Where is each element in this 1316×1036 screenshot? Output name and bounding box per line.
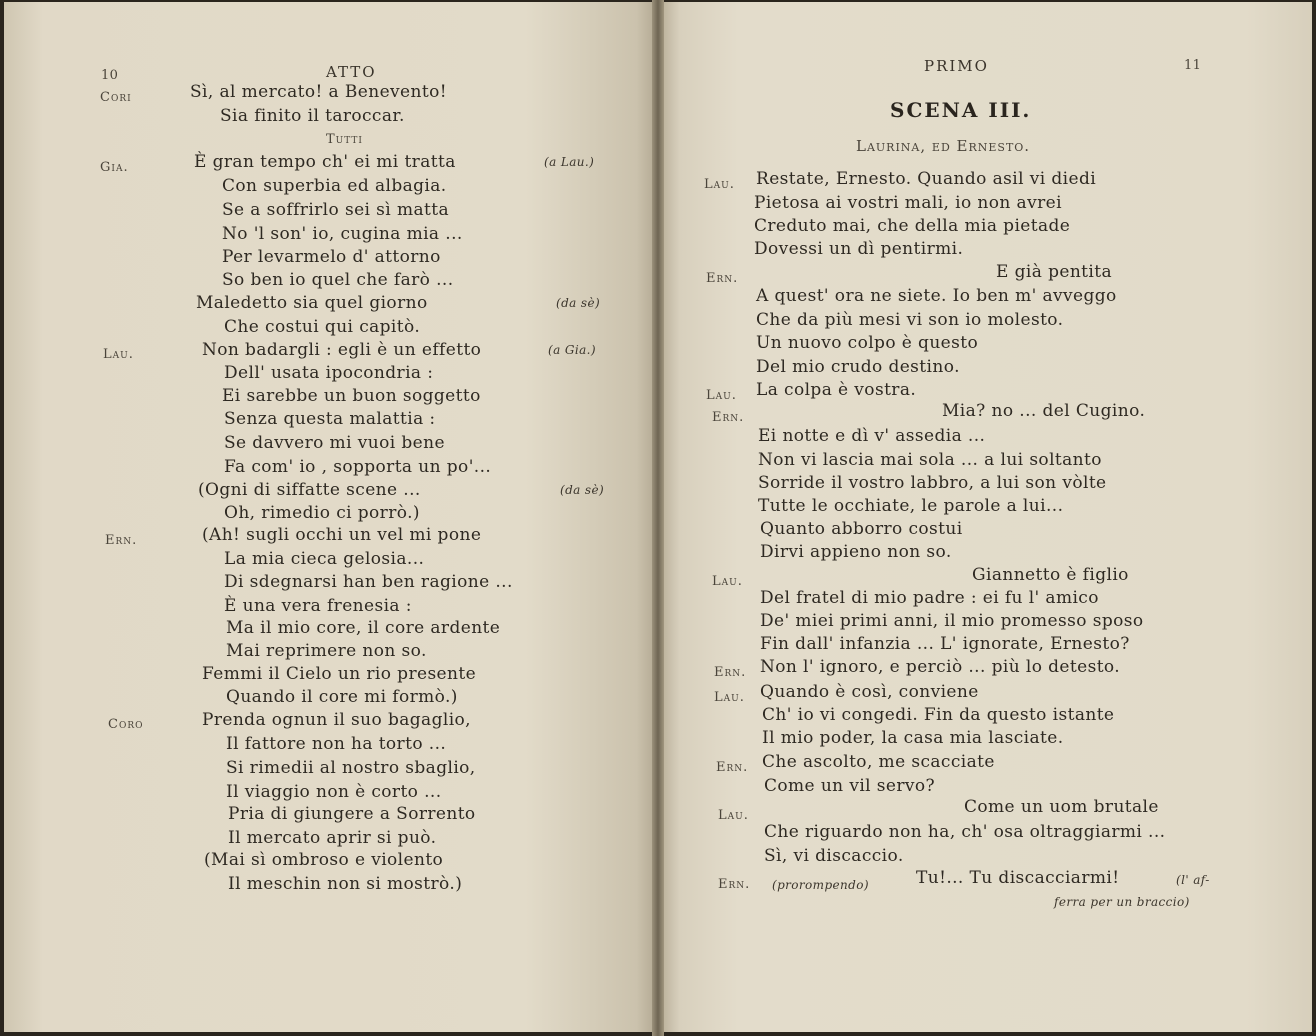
verse-line: Giannetto è figlio xyxy=(972,565,1129,585)
verse-line: Di sdegnarsi han ben ragione ... xyxy=(224,572,513,592)
speaker-label: Lau. xyxy=(704,177,735,192)
verse-line: Sì, al mercato! a Benevento! xyxy=(190,82,447,102)
verse-line: Sorride il vostro labbro, a lui son vòlte xyxy=(758,473,1107,493)
verse-line: Femmi il Cielo un rio presente xyxy=(202,664,477,684)
verse-line: A quest' ora ne siete. Io ben m' avveggo xyxy=(756,286,1117,306)
verse-line: Se davvero mi vuoi bene xyxy=(224,433,445,453)
book-gutter xyxy=(652,0,664,1036)
verse-line: Del fratel di mio padre : ei fu l' amico xyxy=(760,588,1099,608)
stage-direction: (a Gia.) xyxy=(548,343,596,357)
verse-line: Pria di giungere a Sorrento xyxy=(228,804,476,824)
speaker-label: Lau. xyxy=(103,347,134,362)
speaker-label: Ern. xyxy=(105,533,138,548)
speaker-label: Ern. xyxy=(718,877,751,892)
verse-line: Mai reprimere non so. xyxy=(226,641,427,661)
verse-line: Dovessi un dì pentirmi. xyxy=(754,239,964,259)
page-number: 10 xyxy=(101,68,119,83)
verse-line: Per levarmelo d' attorno xyxy=(222,247,441,267)
verse-line: Che riguardo non ha, ch' osa oltraggiarmi ... xyxy=(764,822,1166,842)
verse-line: È una vera frenesia : xyxy=(224,596,412,616)
stage-direction: (l' af- xyxy=(1176,873,1210,887)
verse-line: Sia finito il taroccar. xyxy=(220,106,405,126)
running-head: PRIMO xyxy=(924,57,989,75)
verse-line: Che da più mesi vi son io molesto. xyxy=(756,310,1064,330)
verse-line: Il mercato aprir si può. xyxy=(228,828,437,848)
speaker-label: Ern. xyxy=(706,271,739,286)
verse-line: Il viaggio non è corto ... xyxy=(226,782,442,802)
verse-line: Tutte le occhiate, le parole a lui... xyxy=(758,496,1064,516)
verse-line: Del mio crudo destino. xyxy=(756,357,960,377)
verse-line: Dell' usata ipocondria : xyxy=(224,363,434,383)
verse-line: Si rimedii al nostro sbaglio, xyxy=(226,758,476,778)
verse-line: Creduto mai, che della mia pietade xyxy=(754,216,1071,236)
verse-line: (Mai sì ombroso e violento xyxy=(204,850,444,870)
verse-line: Senza questa malattia : xyxy=(224,409,436,429)
verse-line: Mia? no ... del Cugino. xyxy=(942,401,1146,421)
verse-line: Un nuovo colpo è questo xyxy=(756,333,979,353)
verse-line: So ben io quel che farò ... xyxy=(222,270,454,290)
verse-line: Ei notte e dì v' assedia ... xyxy=(758,426,986,446)
verse-line: Il fattore non ha torto ... xyxy=(226,734,447,754)
verse-line: Tu!... Tu discacciarmi! xyxy=(916,868,1120,888)
verse-line: Ei sarebbe un buon soggetto xyxy=(222,386,481,406)
verse-line: Come un uom brutale xyxy=(964,797,1159,817)
speaker-label: Lau. xyxy=(712,574,743,589)
verse-line: Che costui qui capitò. xyxy=(224,317,421,337)
verse-line: È gran tempo ch' ei mi tratta xyxy=(194,152,456,172)
verse-line: Dirvi appieno non so. xyxy=(760,542,952,562)
verse-line: La colpa è vostra. xyxy=(756,380,917,400)
verse-line: Restate, Ernesto. Quando asil vi diedi xyxy=(756,169,1097,189)
verse-line: Il mio poder, la casa mia lasciate. xyxy=(762,728,1064,748)
verse-line: Non vi lascia mai sola ... a lui soltanto xyxy=(758,450,1102,470)
verse-line: E già pentita xyxy=(996,262,1112,282)
speaker-label: Lau. xyxy=(706,388,737,403)
verse-line: Oh, rimedio ci porrò.) xyxy=(224,503,420,523)
left-page xyxy=(4,2,656,1032)
verse-line: De' miei primi anni, il mio promesso sposo xyxy=(760,611,1144,631)
verse-line: La mia cieca gelosia... xyxy=(224,549,425,569)
verse-line: Quanto abborro costui xyxy=(760,519,963,539)
verse-line: (Ogni di siffatte scene ... xyxy=(198,480,421,500)
verse-line: Quando è così, conviene xyxy=(760,682,979,702)
verse-line: Che ascolto, me scacciate xyxy=(762,752,995,772)
verse-line: Prenda ognun il suo bagaglio, xyxy=(202,710,471,730)
verse-line: Fin dall' infanzia ... L' ignorate, Ernesto? xyxy=(760,634,1130,654)
verse-line: No 'l son' io, cugina mia ... xyxy=(222,224,463,244)
speaker-label: Ern. xyxy=(716,760,749,775)
right-page xyxy=(660,2,1312,1032)
verse-line: Ch' io vi congedi. Fin da questo istante xyxy=(762,705,1115,725)
scene-characters: Laurina, ed Ernesto. xyxy=(856,137,1031,155)
verse-line: Pietosa ai vostri mali, io non avrei xyxy=(754,193,1062,213)
stage-direction: (da sè) xyxy=(556,296,601,310)
verse-line: Se a soffrirlo sei sì matta xyxy=(222,200,450,220)
verse-line: Sì, vi discaccio. xyxy=(764,846,904,866)
speaker-label: Ern. xyxy=(712,410,745,425)
speaker-label: Coro xyxy=(108,717,144,732)
stage-direction: (prorompendo) xyxy=(772,878,869,892)
verse-line: Quando il core mi formò.) xyxy=(226,687,458,707)
stage-direction: ferra per un braccio) xyxy=(1054,895,1190,909)
speaker-label: Ern. xyxy=(714,665,747,680)
speaker-label: Lau. xyxy=(714,690,745,705)
verse-line: Il meschin non si mostrò.) xyxy=(228,874,463,894)
verse-line: Come un vil servo? xyxy=(764,776,936,796)
stage-direction: (a Lau.) xyxy=(544,155,595,169)
verse-line: Non badargli : egli è un effetto xyxy=(202,340,482,360)
verse-line: Non l' ignoro, e perciò ... più lo detesto. xyxy=(760,657,1121,677)
speaker-label: Cori xyxy=(100,90,132,105)
page-number: 11 xyxy=(1184,58,1202,73)
running-head: ATTO xyxy=(326,63,377,81)
speaker-label: Gia. xyxy=(100,160,129,175)
verse-line: Maledetto sia quel giorno xyxy=(196,293,428,313)
stage-direction: (da sè) xyxy=(560,483,605,497)
verse-line: Con superbia ed albagia. xyxy=(222,176,447,196)
verse-line: Ma il mio core, il core ardente xyxy=(226,618,501,638)
scene-title: SCENA III. xyxy=(890,98,1032,122)
speaker-label: Lau. xyxy=(718,808,749,823)
verse-line: (Ah! sugli occhi un vel mi pone xyxy=(202,525,482,545)
verse-line: Fa com' io , sopporta un po'... xyxy=(224,457,492,477)
chorus-label: Tutti xyxy=(326,132,363,147)
